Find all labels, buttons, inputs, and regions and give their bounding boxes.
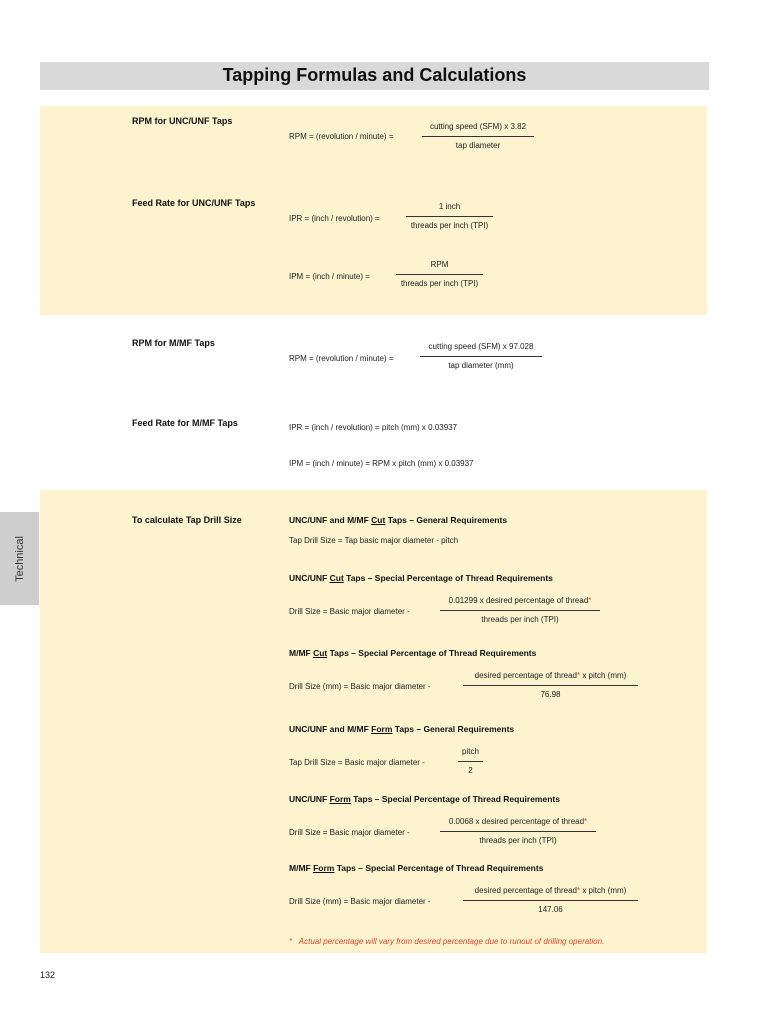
cut-general-formula: Tap Drill Size = Tap basic major diameter - pitch: [289, 536, 459, 545]
unc-cut-special-fraction: [440, 596, 600, 626]
unc-rpm-denominator: tap diameter: [455, 141, 501, 150]
mmf-feed-label: Feed Rate for M/MF Taps: [132, 418, 238, 428]
unc-form-special-denominator: threads per inch (TPI): [479, 836, 557, 845]
cut-general-heading: UNC/UNF and M/MF Cut Taps – General Requirements: [289, 515, 508, 525]
unc-form-special-lhs: Drill Size = Basic major diameter -: [289, 828, 410, 837]
mmf-cut-special-heading: M/MF Cut Taps – Special Percentage of Thread Requirements: [289, 648, 537, 658]
unc-rpm-label: RPM for UNC/UNF Taps: [132, 116, 233, 126]
fraction-bar: [440, 610, 600, 611]
title-bar: [40, 62, 709, 90]
mmf-rpm-fraction: [420, 342, 542, 372]
footnote: * Actual percentage will vary from desired percentage due to runout of drilling operation.: [289, 937, 605, 946]
mmf-form-special-lhs: Drill Size (mm) = Basic major diameter -: [289, 897, 431, 906]
drill-label: To calculate Tap Drill Size: [132, 515, 242, 525]
fraction-bar: [440, 831, 596, 832]
mmf-rpm-label: RPM for M/MF Taps: [132, 338, 215, 348]
mmf-form-special-fraction: [463, 886, 638, 916]
mmf-ipm-formula: IPM = (inch / minute) = RPM x pitch (mm) x 0.03937: [289, 459, 474, 468]
unc-form-special-numerator: 0.0068 x desired percentage of thread*: [448, 817, 588, 826]
fraction-bar: [463, 900, 638, 901]
unc-cut-special-heading: UNC/UNF Cut Taps – Special Percentage of Thread Requirements: [289, 573, 553, 583]
mmf-form-special-heading: M/MF Form Taps – Special Percentage of Thread Requirements: [289, 863, 544, 873]
fraction-bar: [458, 761, 483, 762]
unc-rpm-fraction: [422, 122, 534, 152]
fraction-bar: [406, 216, 493, 217]
mmf-ipr-formula: IPR = (inch / revolution) = pitch (mm) x 0.03937: [289, 423, 458, 432]
unc-cut-special-lhs: Drill Size = Basic major diameter -: [289, 607, 410, 616]
unc-ipm-numerator: RPM: [430, 260, 449, 269]
fraction-bar: [463, 685, 638, 686]
unc-form-special-fraction: [440, 817, 596, 847]
mmf-form-special-denominator: 147.06: [538, 905, 563, 914]
unc-ipm-fraction: [396, 260, 483, 290]
mmf-rpm-numerator: cutting speed (SFM) x 97.028: [428, 342, 534, 351]
unc-rpm-numerator: cutting speed (SFM) x 3.82: [429, 122, 527, 131]
page-title: Tapping Formulas and Calculations: [222, 65, 527, 85]
unc-ipr-denominator: threads per inch (TPI): [410, 221, 489, 230]
unc-feed-label: Feed Rate for UNC/UNF Taps: [132, 198, 256, 208]
mmf-cut-special-numerator: desired percentage of thread* x pitch (mm): [474, 671, 627, 680]
fraction-bar: [422, 136, 534, 137]
fraction-bar: [420, 356, 542, 357]
mmf-cut-special-fraction: [463, 671, 638, 701]
mmf-cut-special-lhs: Drill Size (mm) = Basic major diameter -: [289, 682, 431, 691]
unc-ipm-lhs: IPM = (inch / minute) =: [289, 272, 370, 281]
unc-ipr-fraction: [406, 202, 493, 232]
unc-ipr-numerator: 1 inch: [438, 202, 461, 211]
unc-cut-special-numerator: 0.01299 x desired percentage of thread*: [448, 596, 592, 605]
side-tab-label: Technical: [13, 535, 26, 582]
form-general-fraction: [458, 747, 483, 777]
unc-ipr-lhs: IPR = (inch / revolution) =: [289, 214, 380, 223]
unc-ipm-denominator: threads per inch (TPI): [400, 279, 479, 288]
mmf-cut-special-denominator: 76.98: [540, 690, 561, 699]
tap-drill-section: [40, 490, 707, 953]
unc-rpm-lhs: RPM = (revolution / minute) =: [289, 132, 394, 141]
mmf-form-special-numerator: desired percentage of thread* x pitch (mm): [474, 886, 627, 895]
form-general-heading: UNC/UNF and M/MF Form Taps – General Requirements: [289, 724, 515, 734]
fraction-bar: [396, 274, 483, 275]
form-general-numerator: pitch: [462, 747, 479, 756]
mmf-rpm-lhs: RPM = (revolution / minute) =: [289, 354, 394, 363]
form-general-lhs: Tap Drill Size = Basic major diameter -: [289, 758, 425, 767]
form-general-denominator: 2: [468, 766, 473, 775]
unc-cut-special-denominator: threads per inch (TPI): [481, 615, 559, 624]
side-tab: [0, 512, 39, 605]
page-number: 132: [40, 970, 56, 980]
mmf-rpm-denominator: tap diameter (mm): [448, 361, 514, 370]
unc-form-special-heading: UNC/UNF Form Taps – Special Percentage of Thread Requirements: [289, 794, 560, 804]
